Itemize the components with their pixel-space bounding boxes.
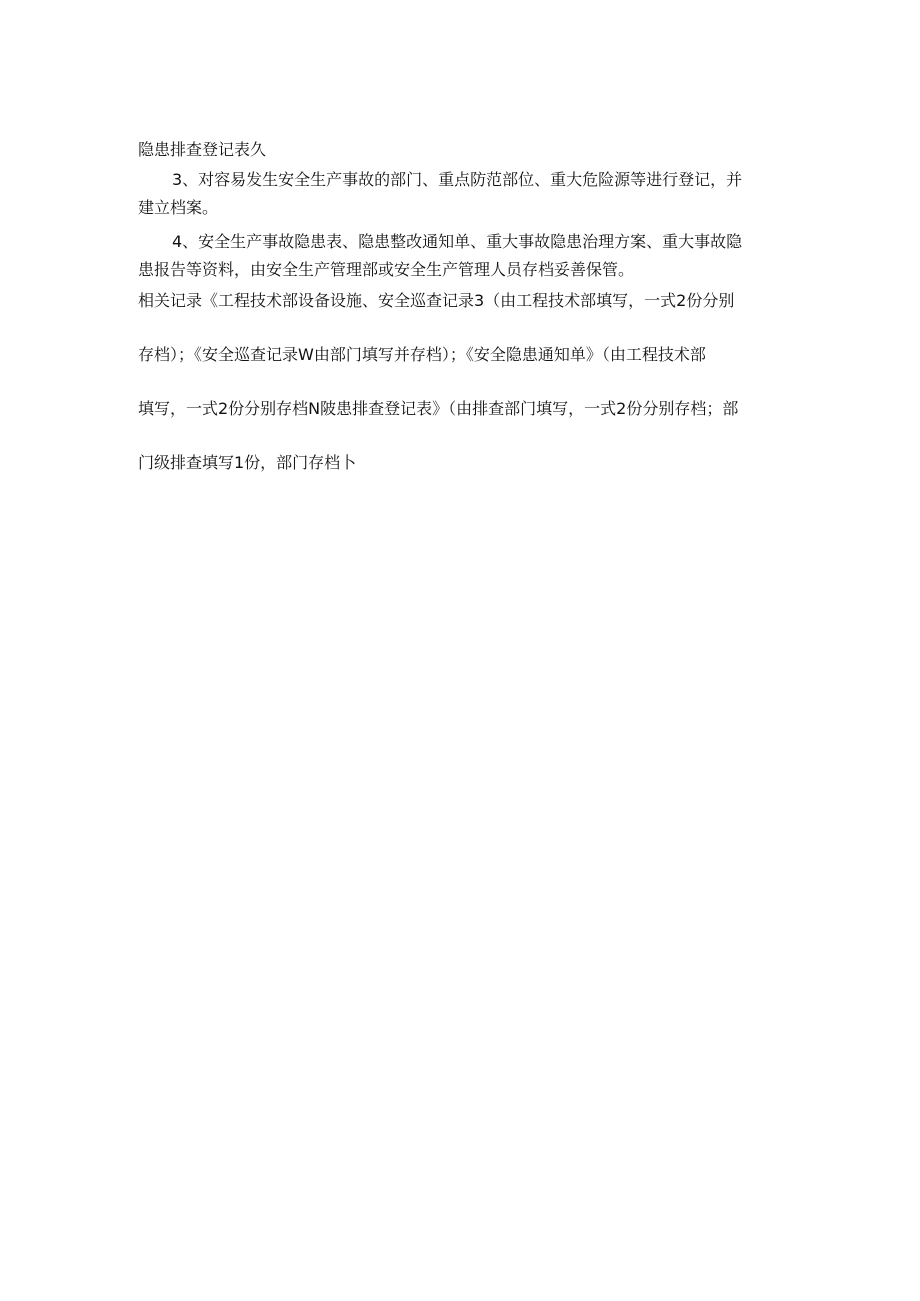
- paragraph-item-3: [138, 166, 788, 222]
- records-line-4: 门级排查填写1份，部门存档卜: [138, 453, 357, 472]
- item-4-line-1: 4、安全生产事故隐患表、隐患整改通知单、重大事故隐患治理方案、重大事故隐: [172, 232, 743, 251]
- section-heading: 隐患排查登记表久: [138, 140, 267, 159]
- related-records-paragraph: [138, 274, 788, 490]
- records-line-3: 填写，一式2份分别存档N陂患排查登记表》（由排查部门填写，一式2份分别存档；部: [138, 399, 739, 418]
- records-line-2: 存档）；《安全巡查记录W由部门填写并存档）；《安全隐患通知单》（由工程技术部: [138, 345, 706, 364]
- item-4-line-2: 患报告等资料，由安全生产管理部或安全生产管理人员存档妥善保管。: [138, 260, 635, 279]
- item-3-line-2: 建立档案。: [138, 198, 219, 217]
- item-3-line-1: 3、对容易发生安全生产事故的部门、重点防范部位、重大危险源等进行登记，并: [172, 170, 743, 189]
- records-line-1: 相关记录《工程技术部设备设施、安全巡查记录3（由工程技术部填写，一式2份分别: [138, 291, 735, 310]
- document-body: [138, 136, 788, 490]
